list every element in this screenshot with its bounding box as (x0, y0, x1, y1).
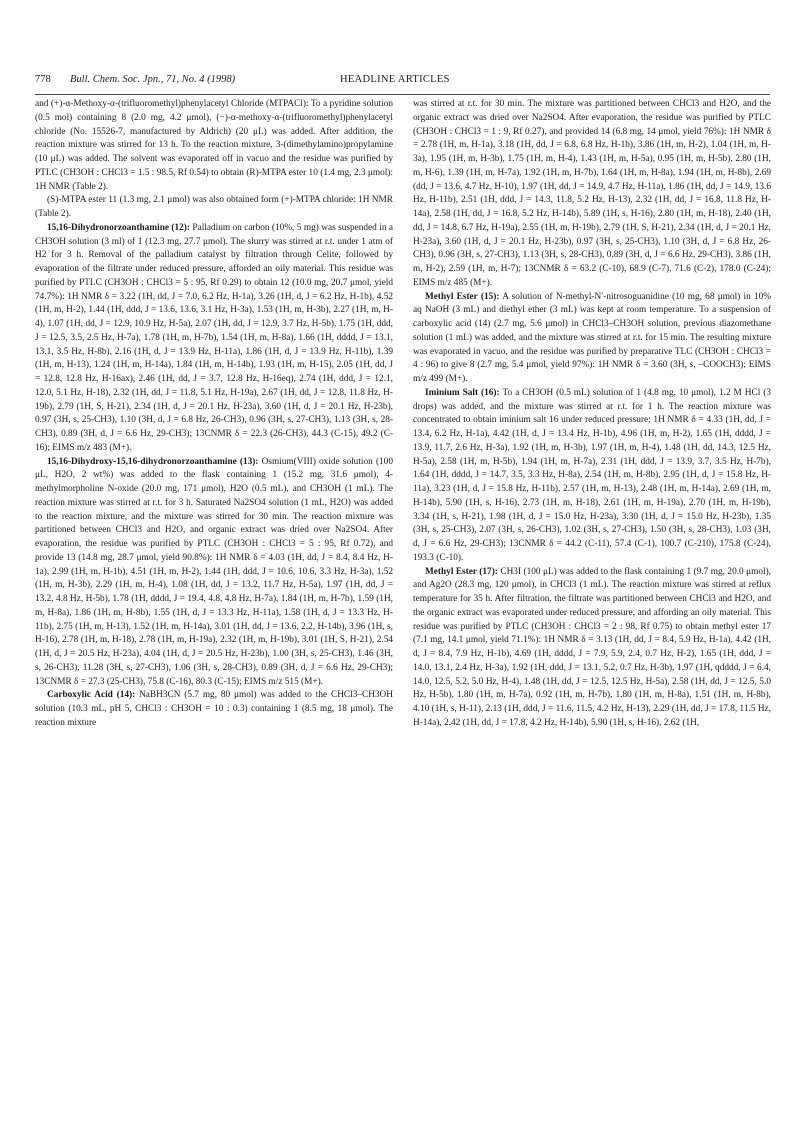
paragraph (35, 456, 393, 690)
paragraph-text: and (+)-α-Methoxy-α-(trifluoromethyl)phenylacetyl Chloride (MTPACl): To a pyridine solution (0.5 mol) containing 8 (2.0 mg, 4.2 μmol), (−)-α-methoxy-α-(trifluoromethyl)phenylacetyl chloride (No. 15526-7, manufactured by Aldrich) (20 μL) was added. After addition, the reaction mixture was stirred for 13 h. To the reaction mixture, 3-(dimethylamino)propylamine (10 μL) was added. The solvent was evaporated off in vacuo and the residue was purified by PTLC (CH3OH : CHCl3 = 1.5 : 98.5, Rf 0.54) to obtain (R)-MTPA ester 10 (1.4 mg, 2.3 μmol): 1H NMR (Table 2). (35, 99, 393, 192)
paragraph (413, 98, 771, 291)
paragraph-text: Palladium on carbon (10%, 5 mg) was suspended in a CH3OH solution (3 ml) of 1 (12.3 mg, 27.7 μmol). The slurry was stirred at r.t. under 1 atm of H2 for 3 h. Removal of the palladium catalyst by filtration through Celite, followed by evaporation of the filtrate under reduced pressure, afforded an oily material. This residue was purified by PTLC (CH3OH : CHCl3 = 5 : 95, Rf 0.29) to obtain 12 (10.0 mg, 20.7 μmol, yield 74.7%): 1H NMR δ = 3.22 (1H, dd, J = 7.0, 6.2 Hz, H-1a), 3.26 (1H, d, J = 6.2 Hz, H-1b), 4.52 (1H, m, H-2), 1.44 (1H, ddd, J = 13.6, 13.6, 3.1 Hz, H-3a), 1.53 (1H, m, H-3b), 2.27 (1H, m, H-4), 1.07 (1H, dd, J = 12.9, 10.9 Hz, H-5a), 2.07 (1H, dd, J = 12.9, 3.7 Hz, H-5b), 1.75 (1H, ddd, J = 12.5, 3.5, 2.5 Hz, H-7a), 1.78 (1H, m, H-7b), 1.54 (1H, m, H-8a), 1.66 (1H, dddd, J = 13.1, 13.1, 3.5 Hz, H-8b), 2.16 (1H, d, J = 13.9 Hz, H-11a), 1.86 (1H, d, J = 13.9 Hz, H-11b), 1.39 (1H, m, H-13), 1.24 (1H, m, H-14a), 1.84 (1H, m, H-14b), 1.93 (1H, m, H-15), 2.05 (1H, dd, J = 12.8, 12.8 Hz, H-16ax), 2.46 (1H, dd, J = 3.7, 12.8 Hz, H-16eq), 2.74 (1H, ddd, J = 12.1, 12.0, 5.1 Hz, H-18), 2.32 (1H, dd, J = 11.8, 5.1 Hz, H-19a), 2.67 (1H, dd, J = 12.8, 11.8 Hz, H-19b), 2.79 (1H, S, H-21), 2.34 (1H, d, J = 20.1 Hz, H-23a), 3.60 (1H, d, J = 20.1 Hz, H-23b), 0.97 (3H, s, 25-CH3), 1.10 (3H, d, J = 6.8 Hz, 26-CH3), 0.96 (3H, s, 27-CH3), 1.13 (3H, s, 28-CH3), 0.89 (3H, d, J = 6.6 Hz, 29-CH3); 13CNMR δ = 22.3 (26-CH3), 44.3 (C-15), 49.2 (C-16); EIMS m/z 483 (M+). (35, 222, 393, 453)
paragraph-heading: 15,16-Dihydronorzoanthamine (12): (47, 222, 190, 233)
paragraph (413, 387, 771, 566)
paragraph (35, 194, 393, 222)
paragraph (413, 291, 771, 387)
paragraph-heading: Methyl Ester (17): (425, 566, 498, 577)
running-header (35, 74, 770, 90)
paragraph-text: (S)-MTPA ester 11 (1.3 mg, 2.1 μmol) was also obtained form (+)-MTPA chloride: 1H NMR (Table 2). (35, 195, 393, 219)
paragraph (35, 222, 393, 456)
paragraph (413, 566, 771, 731)
paragraph-text: Osmium(VIII) oxide solution (100 μL, H2O, 2 wt%) was added to the flask containing 1 (15.2 mg, 31.6 μmol), 4-methylmorpholine N-oxide (20.0 mg, 171 μmol), H2O (0.5 mL), and CH3OH (1 mL). The reaction mixture was stirred at r.t. for 3 h. Saturated Na2SO4 solution (1 mL, H2O) was added to the reaction mixture, and the mixture was stirred for 30 min. The reaction mixture was partitioned between CHCl3 and H2O, and organic extract was dried over Na2SO4. After evaporation, the residue was purified by PTLC (CH3OH : CHCl3 = 5 : 95, Rf 0.72), and provide 13 (14.8 mg, 28.7 μmol, yield 90.8%): 1H NMR δ = 4.03 (1H, dd, J = 8.4, 8.4 Hz, H-1a), 2.99 (1H, m, H-1b), 4.51 (1H, m, H-2), 1.44 (1H, ddd, J = 10.6, 10.6, 3.3 Hz, H-3a), 1.52 (1H, m, H-3b), 2.29 (1H, m, H-4), 1.08 (1H, dd, J = 13.2, 11.7 Hz, H-5a), 1.97 (1H, dd, J = 13.2, 4.8 Hz, H-5b), 1.78 (1H, dddd, J = 19.4, 4.8, 4.8 Hz, H-7a), 1.84 (1H, m, H-7b), 1.59 (1H, m, H-8a), 1.86 (1H, m, H-8b), 1.55 (1H, d, J = 13.3 Hz, H-11a), 1.58 (1H, d, J = 13.3 Hz, H-11b), 2.75 (1H, m, H-13), 1.52 (1H, m, H-14a), 3.01 (1H, dd, J = 13.6, 2.2, H-14b), 3.96 (1H, s, H-16), 2.78 (1H, m, H-18), 2.78 (1H, m, H-19a), 2.32 (1H, m, H-19b), 3.01 (1H, S, H-21), 2.54 (1H, d, J = 20.5 Hz, H-23a), 4.04 (1H, d, J = 20.5 Hz, H-23b), 1.00 (3H, s, 25-CH3), 1.46 (3H, s, 26-CH3), 11.28 (3H, s, 27-CH3), 1.06 (3H, s, 28-CH3), 0.89 (3H, d, J = 6.6 Hz, 29-CH3); 13CNMR δ = 27.3 (25-CH3), 75.8 (C-16), 80.3 (C-15); EIMS m/z 515 (M+). (35, 456, 393, 687)
paragraph (35, 689, 393, 730)
page-number: 778 (35, 74, 51, 85)
paragraph-text: NaBH3CN (5.7 mg, 80 μmol) was added to the CHCl3–CH3OH solution (10.3 mL, pH 5, CHCl3 : CH3OH = 10 : 0.3) containing 1 (8.5 mg, 18 μmol). The reaction mixture (35, 690, 393, 728)
paragraph-text: To a CH3OH (0.5 mL) solution of 1 (4.8 mg, 10 μmol), 1.2 M HCl (3 drops) was added, and the mixture was stirred at r.t. for 1 h. The reaction mixture was concentrated to obtain iminium salt 16 under reduced pressure: 1H NMR δ = 4.33 (1H, dd, J = 13.4, 6.2 Hz, H-1a), 4.42 (1H, d, J = 13.4 Hz, H-1b), 4.96 (1H, m, H-2), 1.65 (1H, dddd, J = 13.9, 11.7, 2.6 Hz, H-3a), 1.92 (1H, m, H-3b), 1.97 (1H, m, H-4), 1.48 (1H, dd, 14.3, 12.5 Hz, H-5a), 2.58 (1H, m, H-5b), 1.94 (1H, m, H-7a), 2.31 (1H, ddd, J = 13.9, 3.7, 3.5 Hz, H-7b), 1.64 (1H, dddd, J = 14.7, 3.5, 3.3 Hz, H-8a), 2.54 (1H, m, H-8b), 2.95 (1H, d, J = 15.8 Hz, H-11a), 3.23 (1H, d, J = 15.8 Hz, H-11b), 2.57 (1H, m, H-13), 2.48 (1H, m, H-14a), 2.69 (1H, m, H-14b), 5.90 (1H, s, H-16), 2.73 (1H, m, H-18), 2.61 (1H, m, H-19a), 2.70 (1H, m, H-19b), 3.34 (1H, s, H-21), 1.98 (1H, d, J = 15.0 Hz, H-23a), 3.30 (1H, d, J = 15.0 Hz, H-23b), 1.35 (3H, s, 25-CH3), 2.07 (3H, s, 26-CH3), 1.02 (3H, s, 27-CH3), 1.50 (3H, s, 28-CH3), 1.03 (3H, d, J = 6.6 Hz, 29-CH3); 13CNMR δ = 44.2 (C-11), 57.4 (C-1), 100.7 (C-210), 175.8 (C-24), 193.3 (C-10). (413, 387, 771, 563)
section-title: HEADLINE ARTICLES (340, 74, 450, 85)
paragraph-text: A solution of N-methyl-N′-nitrosoguanidine (10 mg, 68 μmol) in 10% aq NaOH (3 mL) and diethyl ether (3 mL) was kept at room temperature. To a suspension of carboxylic acid (14) (2.7 mg, 5.6 μmol) in CHCl3–CH3OH solution, previous diazomethane solution (1 mL) was added, and the mixture was stirred at r.t. for 15 min. The resulting mixture was evaporated in vacuo, and the residue was purified by preparative TLC (CH3OH : CHCl3 = 4 : 96) to give 8 (2.7 mg, 5.4 μmol, yield 97%): 1H NMR δ = 3.60 (3H, s, –COOCH3); EIMS m/z 499 (M+). (413, 291, 771, 384)
header-rule (35, 94, 770, 95)
left-column (35, 98, 393, 1098)
paragraph-text: CH3I (100 μL) was added to the flask containing 1 (9.7 mg, 20.0 μmol), and Ag2O (28.3 mg, 120 μmol), in CHCl3 (1 mL). The reaction mixture was stirred at reflux temperature for 35 h. After filtration, the filtrate was partitioned between CHCl3 and H2O, and the organic extract was evaporated under reduced pressure, and affording an oily material. This residue was purified by PTLC (CH3OH : CHCl3 = 2 : 98, Rf 0.75) to obtain methyl ester 17 (7.1 mg, 14.1 μmol, yield 71.1%): 1H NMR δ = 3.13 (1H, dd, J = 8.4, 5.9 Hz, H-1a), 4.42 (1H, d, J = 8.4, 7.9 Hz, H-1b), 4.69 (1H, dddd, J = 7.9, 5.9, 2.4, 0.7 Hz, H-2), 1.65 (1H, ddd, J = 14.0, 13.1, 2.4 Hz, H-3a), 1.92 (1H, ddd, J = 13.1, 5.2, 0.7 Hz, H-3b), 1.97 (1H, qdddd, J = 6.4, 14.0, 12.5, 5.2, 5.0 Hz, H-4), 1.48 (1H, dd, J = 12.5, 12.5 Hz, H-5a), 2.58 (1H, dd, J = 12.5, 5.0 Hz, H-5b), 1.80 (1H, m, H-7a), 0.92 (1H, m, H-7b), 1.80 (1H, m, H-8a), 1.51 (1H, m, H-8b), 4.10 (1H, s, H-11), 2.13 (1H, ddd, J = 11.6, 11.5, 4.2 Hz, H-13), 2.29 (1H, dd, J = 17.8, 11.5 Hz, H-14a), 2.42 (1H, dd, J = 17.8, 4.2 Hz, H-14b), 5.90 (1H, s, H-16), 2.62 (1H, (413, 566, 771, 728)
paragraph-heading: Iminium Salt (16): (425, 387, 500, 398)
paragraph-heading: Methyl Ester (15): (425, 291, 500, 302)
paragraph (35, 98, 393, 194)
paragraph-heading: Carboxylic Acid (14): (47, 690, 136, 701)
right-column (413, 98, 771, 1098)
paragraph-text: was stirred at r.t. for 30 min. The mixture was partitioned between CHCl3 and H2O, and the organic extract was dried over Na2SO4. After evaporation, the residue was purified by PTLC (CH3OH : CHCl3 = 1 : 9, Rf 0.27), and provided 14 (6.8 mg, 14 μmol, yield 76%): 1H NMR δ = 2.78 (1H, m, H-1a), 3.18 (1H, dd, J = 6.8, 6.8 Hz, H-1b), 3.86 (1H, m, H-2), 1.04 (1H, m, H-3a), 1.95 (1H, m, H-3b), 1.75 (1H, m, H-4), 1.43 (1H, m, H-5a), 0.95 (1H, m, H-5b), 2.80 (1H, m, H-6), 1.39 (1H, m, H-7a), 1.92 (1H, m, H-7b), 1.64 (1H, m, H-8a), 1.94 (1H, m, H-8b), 2.69 (dd, J = 13.6, 4.7 Hz, H-10), 1.97 (1H, dd, J = 14.9, 4.7 Hz, H-11a), 1.86 (1H, dd, J = 14.9, 13.6 Hz, H-11b), 2.51 (1H, ddd, J = 14.3, 11.8, 5.2 Hz, H-13), 2.32 (1H, dd, J = 16.8, 11.8 Hz, H-14a), 2.58 (1H, dd, J = 16.8, 5.2 Hz, H-14b), 5.89 (1H, s, H-16), 2.80 (1H, m, H-18), 2.40 (1H, dd, J = 14.8, 6.7 Hz, H-19a), 2.55 (1H, m, H-19b), 2.79 (1H, S, H-21), 2.34 (1H, d, J = 20.1 Hz, H-23a), 3.60 (1H, d, J = 20.1 Hz, H-23b), 0.97 (3H, s, 25-CH3), 1.10 (3H, d, J = 6.8 Hz, 26-CH3), 0.96 (3H, s, 27-CH3), 1.13 (3H, s, 28-CH3), 0.89 (3H, d, J = 6.6 Hz, 29-CH3), 3.86 (1H, m, H-2), 2.59 (1H, m, H-7); 13CNMR δ = 63.2 (C-10), 68.9 (C-7), 71.6 (C-2), 178.0 (C-24); EIMS m/z 485 (M+). (413, 99, 771, 288)
journal-citation: Bull. Chem. Soc. Jpn., 71, No. 4 (1998) (70, 74, 236, 85)
paragraph-heading: 15,16-Dihydroxy-15,16-dihydronorzoanthamine (13): (47, 456, 259, 467)
